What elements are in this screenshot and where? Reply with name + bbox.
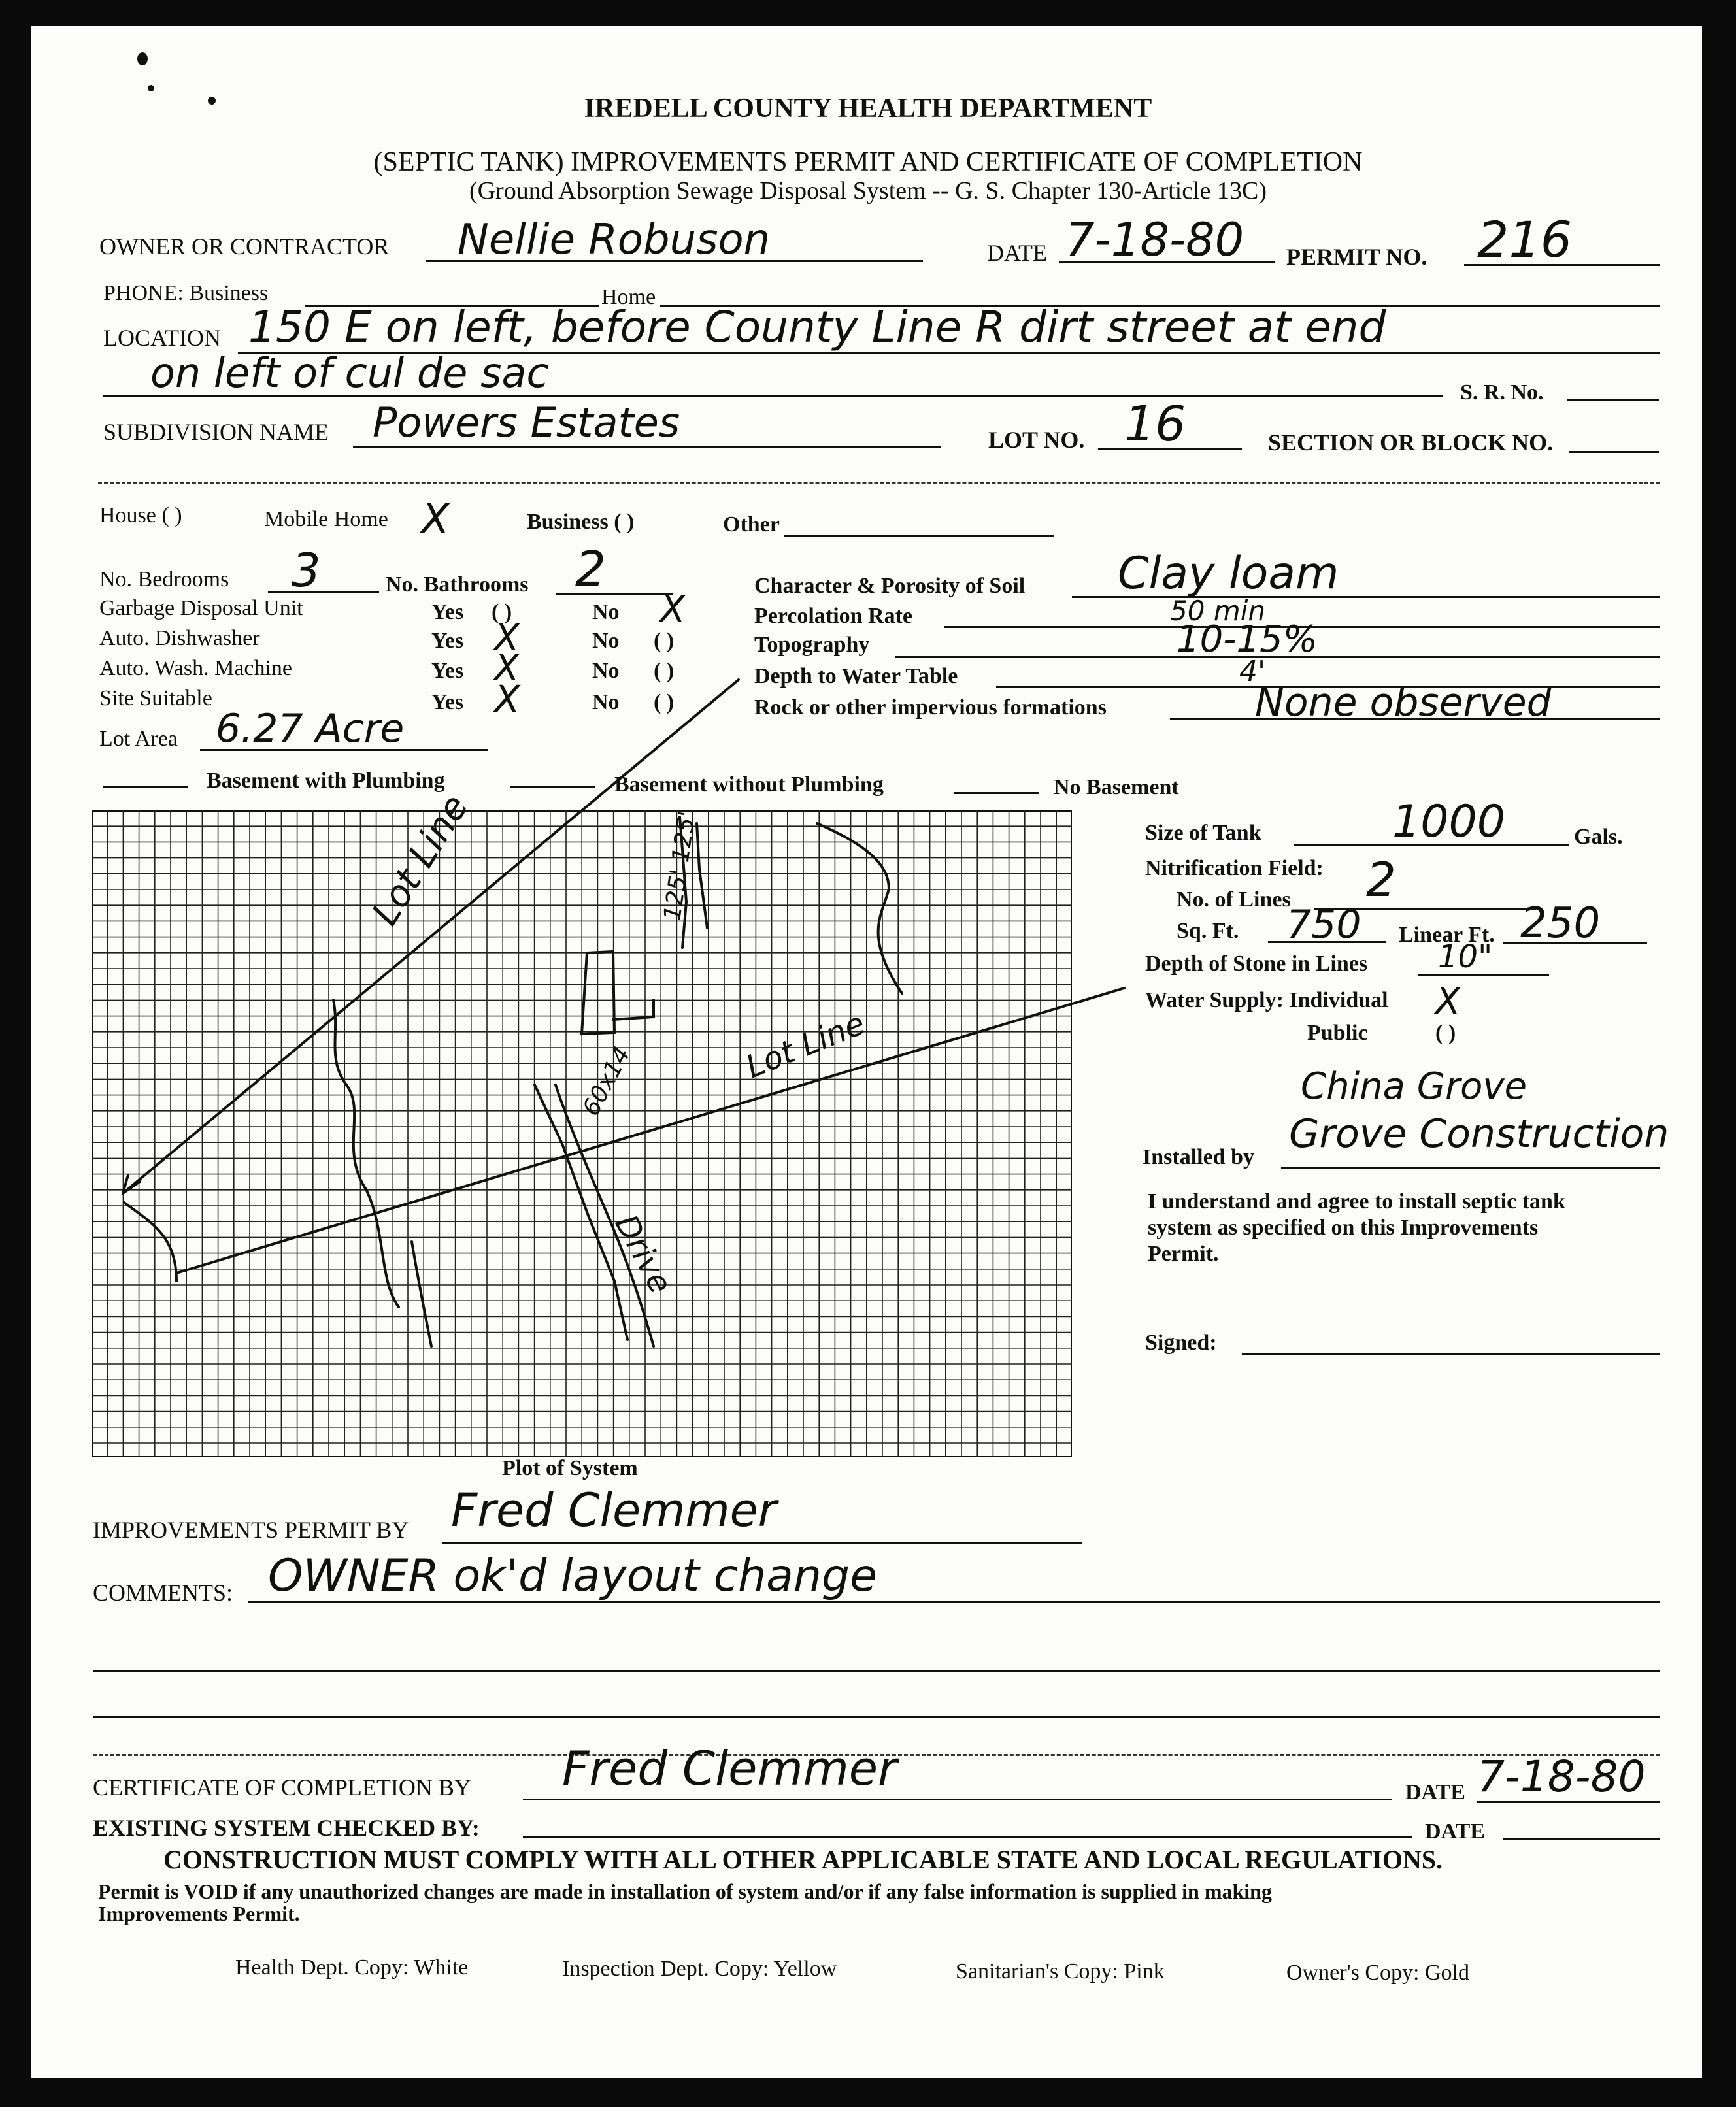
agreement-line-3: Permit. bbox=[1148, 1242, 1219, 1266]
house-checkbox[interactable]: House ( ) bbox=[99, 503, 182, 527]
lot-area-label: Lot Area bbox=[99, 727, 178, 751]
soil-character-value: Clay loam bbox=[1118, 548, 1339, 599]
arrow-head bbox=[123, 1175, 140, 1193]
permit-by-underline bbox=[442, 1542, 1082, 1544]
tank-size-value: 1000 bbox=[1392, 796, 1506, 848]
road-line bbox=[817, 823, 902, 993]
site-suitable-label: Site Suitable bbox=[99, 686, 212, 710]
plot-label-house: 60x14 bbox=[577, 1042, 636, 1121]
sqft-value: 750 bbox=[1286, 902, 1361, 948]
lines-value: 2 bbox=[1366, 852, 1396, 907]
creek-line bbox=[412, 1242, 431, 1346]
lot-area-value: 6.27 Acre bbox=[216, 706, 405, 752]
certificate-underline bbox=[523, 1799, 1392, 1800]
rock-label: Rock or other impervious formations bbox=[754, 695, 1107, 720]
sqft-label: Sq. Ft. bbox=[1177, 919, 1239, 943]
location-label: LOCATION bbox=[103, 325, 221, 351]
plot-label-lot-line-2: Lot Line bbox=[741, 1004, 870, 1086]
copy-owner: Owner's Copy: Gold bbox=[1286, 1961, 1470, 1985]
form-subtitle: (Ground Absorption Sewage Disposal System -- G. S. Chapter 130-Article 13C) bbox=[469, 177, 1267, 205]
tank-gals-label: Gals. bbox=[1574, 825, 1623, 849]
garbage-no-mark[interactable]: X bbox=[660, 588, 686, 631]
installed-by-label: Installed by bbox=[1143, 1145, 1254, 1169]
compliance-notice: CONSTRUCTION MUST COMPLY WITH ALL OTHER APPLICABLE STATE AND LOCAL REGULATIONS. bbox=[163, 1845, 1443, 1874]
phone-business-label: PHONE: Business bbox=[103, 281, 269, 305]
site-yes-mark[interactable]: X bbox=[494, 677, 520, 722]
dishwasher-no-label: No bbox=[592, 629, 620, 653]
garbage-no-label: No bbox=[592, 600, 620, 624]
lines-label: No. of Lines bbox=[1177, 888, 1291, 912]
subdivision-label: SUBDIVISION NAME bbox=[103, 419, 329, 445]
soil-character-label: Character & Porosity of Soil bbox=[754, 574, 1026, 598]
topography-label: Topography bbox=[754, 633, 870, 657]
other-label: Other bbox=[723, 512, 780, 537]
basement-without-label: Basement without Plumbing bbox=[614, 772, 884, 797]
washer-no-checkbox[interactable]: ( ) bbox=[654, 659, 675, 683]
void-notice-line-1: Permit is VOID if any unauthorized changes are made in installation of system and/or if any false information is supplied in making bbox=[98, 1880, 1272, 1903]
plot-label-lot-line-1: Lot Line bbox=[363, 787, 477, 933]
bathrooms-label: No. Bathrooms bbox=[386, 572, 529, 597]
site-yes-label: Yes bbox=[431, 690, 464, 714]
certificate-value: Fred Clemmer bbox=[562, 1741, 897, 1796]
permit-no-label: PERMIT NO. bbox=[1286, 244, 1427, 270]
stone-depth-value: 10" bbox=[1438, 938, 1493, 975]
owner-value: Nellie Robuson bbox=[458, 216, 771, 264]
owner-label: OWNER OR CONTRACTOR bbox=[99, 233, 390, 259]
comments-underline-3 bbox=[93, 1716, 1660, 1718]
certificate-label: CERTIFICATE OF COMPLETION BY bbox=[93, 1774, 471, 1800]
linear-ft-value: 250 bbox=[1520, 899, 1601, 948]
percolation-label: Percolation Rate bbox=[754, 604, 913, 628]
garbage-yes-label: Yes bbox=[431, 600, 464, 624]
washer-label: Auto. Wash. Machine bbox=[99, 656, 293, 680]
existing-system-label: EXISTING SYSTEM CHECKED BY: bbox=[93, 1815, 480, 1841]
comments-underline-2 bbox=[93, 1670, 1660, 1672]
mobile-home-mark[interactable]: X bbox=[421, 495, 450, 544]
plot-label-lines: 125' 125' bbox=[659, 809, 701, 923]
copy-sanitarian: Sanitarian's Copy: Pink bbox=[956, 1959, 1165, 1983]
water-individual-mark[interactable]: X bbox=[1435, 980, 1461, 1023]
garbage-label: Garbage Disposal Unit bbox=[99, 596, 303, 620]
permit-no-value: 216 bbox=[1477, 210, 1573, 269]
permit-by-label: IMPROVEMENTS PERMIT BY bbox=[93, 1517, 409, 1543]
percolation-value: 50 min bbox=[1170, 595, 1265, 627]
water-table-label: Depth to Water Table bbox=[754, 664, 958, 688]
lot-no-value: 16 bbox=[1124, 396, 1186, 452]
signed-label: Signed: bbox=[1145, 1331, 1217, 1355]
signed-underline bbox=[1242, 1353, 1660, 1355]
comments-value: OWNER ok'd layout change bbox=[268, 1550, 877, 1602]
no-basement-label: No Basement bbox=[1054, 775, 1179, 799]
water-public-checkbox[interactable]: ( ) bbox=[1435, 1021, 1456, 1045]
copy-health-dept: Health Dept. Copy: White bbox=[235, 1955, 469, 1980]
installed-by-value: Grove Construction bbox=[1289, 1111, 1669, 1157]
lot-line-diagonal bbox=[123, 680, 739, 1193]
location-line-1: 150 E on left, before County Line R dirt street at end bbox=[248, 302, 1386, 352]
bedrooms-value: 3 bbox=[292, 544, 321, 597]
tank-connector bbox=[613, 1000, 654, 1020]
house-outline bbox=[582, 952, 614, 1034]
installed-by-underline bbox=[1281, 1167, 1660, 1169]
certificate-date-value: 7-18-80 bbox=[1477, 1751, 1646, 1802]
copy-inspection-dept: Inspection Dept. Copy: Yellow bbox=[562, 1957, 837, 1981]
existing-system-underline bbox=[523, 1836, 1412, 1838]
linear-ft-label: Linear Ft. bbox=[1399, 923, 1495, 947]
agreement-line-2: system as specified on this Improvements bbox=[1148, 1216, 1539, 1240]
business-checkbox[interactable]: Business ( ) bbox=[527, 510, 635, 534]
water-table-value: 4' bbox=[1239, 655, 1266, 688]
tank-size-label: Size of Tank bbox=[1145, 821, 1261, 845]
topography-value: 10-15% bbox=[1177, 618, 1318, 661]
water-public-label: Public bbox=[1307, 1021, 1368, 1045]
dishwasher-label: Auto. Dishwasher bbox=[99, 626, 260, 650]
site-no-label: No bbox=[592, 690, 620, 714]
garbage-yes-checkbox[interactable]: ( ) bbox=[492, 600, 512, 624]
location-line-2: on left of cul de sac bbox=[150, 349, 549, 397]
void-notice-line-2: Improvements Permit. bbox=[98, 1902, 300, 1925]
nitrification-label: Nitrification Field: bbox=[1145, 856, 1324, 880]
dishwasher-no-checkbox[interactable]: ( ) bbox=[654, 629, 675, 653]
washer-yes-label: Yes bbox=[431, 659, 464, 683]
phone-home-label: Home bbox=[601, 285, 656, 309]
creek-boundary-lower bbox=[124, 1203, 176, 1281]
rock-value: None observed bbox=[1255, 680, 1552, 725]
comments-label: COMMENTS: bbox=[93, 1580, 233, 1606]
bedrooms-label: No. Bedrooms bbox=[99, 567, 229, 591]
dishwasher-yes-mark[interactable]: X bbox=[494, 617, 520, 659]
agreement-line-1: I understand and agree to install septic tank bbox=[1148, 1189, 1565, 1214]
washer-no-label: No bbox=[592, 659, 620, 683]
sr-no-label: S. R. No. bbox=[1460, 380, 1544, 405]
basement-with-label: Basement with Plumbing bbox=[207, 769, 445, 793]
plot-caption: Plot of System bbox=[502, 1456, 638, 1480]
installer-location: China Grove bbox=[1301, 1065, 1527, 1108]
form-title: (SEPTIC TANK) IMPROVEMENTS PERMIT AND CERTIFICATE OF COMPLETION bbox=[373, 147, 1363, 177]
subdivision-value: Powers Estates bbox=[373, 399, 680, 446]
stone-depth-label: Depth of Stone in Lines bbox=[1145, 952, 1368, 976]
dishwasher-yes-label: Yes bbox=[431, 629, 464, 653]
site-no-checkbox[interactable]: ( ) bbox=[654, 690, 675, 714]
certificate-date-label: DATE bbox=[1405, 1780, 1465, 1804]
permit-by-value: Fred Clemmer bbox=[451, 1484, 777, 1537]
bathrooms-value: 2 bbox=[575, 541, 607, 597]
existing-date-underline bbox=[1503, 1838, 1660, 1840]
washer-yes-mark[interactable]: X bbox=[494, 647, 520, 689]
date-value: 7-18-80 bbox=[1065, 213, 1244, 267]
existing-date-label: DATE bbox=[1425, 1819, 1485, 1844]
creek-boundary bbox=[333, 1000, 399, 1307]
agency-name: IREDELL COUNTY HEALTH DEPARTMENT bbox=[584, 93, 1152, 124]
water-supply-label: Water Supply: Individual bbox=[1145, 988, 1388, 1012]
date-label: DATE bbox=[987, 240, 1047, 266]
mobile-home-label: Mobile Home bbox=[264, 507, 388, 531]
plot-label-drive: Drive bbox=[607, 1208, 679, 1300]
lot-no-label: LOT NO. bbox=[988, 427, 1085, 453]
section-label: SECTION OR BLOCK NO. bbox=[1268, 429, 1554, 456]
